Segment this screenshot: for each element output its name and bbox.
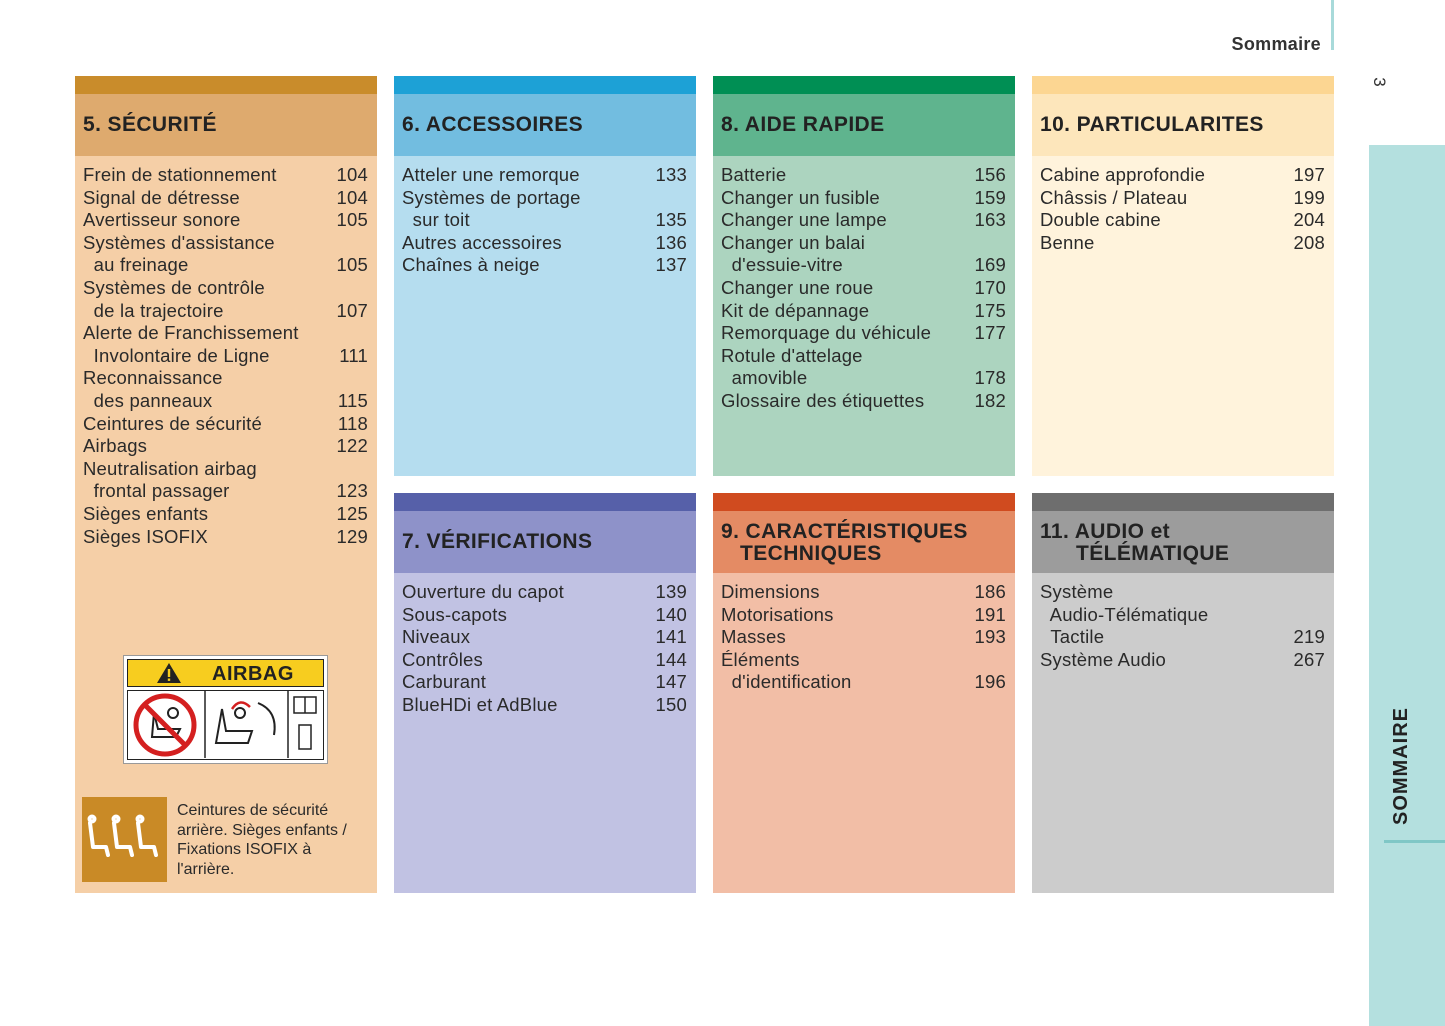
header-rule xyxy=(1331,0,1334,50)
airbag-banner xyxy=(127,659,324,687)
toc-entry-title: Masses xyxy=(721,626,786,648)
toc-entry-title: Signal de détresse xyxy=(83,186,240,208)
toc-entry[interactable] xyxy=(83,390,368,413)
toc-entry-page: 115 xyxy=(337,389,368,411)
toc-entry-title: Neutralisation airbag xyxy=(83,457,257,479)
toc-entry-title: Autres accessoires xyxy=(402,231,562,253)
section-securite xyxy=(75,76,377,893)
section-verifications xyxy=(394,493,696,893)
toc-entry-title: Kit de dépannage xyxy=(721,299,870,321)
section-heading-line2: TÉLÉMATIQUE xyxy=(1076,542,1230,565)
toc-entry-title: Avertisseur sonore xyxy=(83,209,241,231)
toc-entry-title: Chaînes à neige xyxy=(402,254,540,276)
toc-entry-title: Involontaire de Ligne xyxy=(83,344,270,366)
toc-entry[interactable] xyxy=(402,254,687,277)
section-heading-line1: 11. AUDIO et xyxy=(1040,520,1171,543)
toc-entry-title: Tactile xyxy=(1040,626,1105,648)
toc-entry[interactable] xyxy=(721,390,1006,413)
manual-book-icon xyxy=(294,697,316,749)
airbag-deploy-icon xyxy=(216,702,275,743)
toc-entry-page: 140 xyxy=(655,603,687,625)
section-color-bar xyxy=(1032,493,1334,511)
toc-entry-title: de la trajectoire xyxy=(83,299,224,321)
toc-entry[interactable] xyxy=(721,277,1006,300)
toc-entry-title: Glossaire des étiquettes xyxy=(721,389,925,411)
toc-entry-page: 123 xyxy=(336,480,368,502)
airbag-warning-label xyxy=(123,655,328,764)
toc-entry-title: Système Audio xyxy=(1040,648,1167,670)
toc-entry-page: 186 xyxy=(974,581,1006,602)
toc-entry-title: Système xyxy=(1040,581,1114,602)
toc-entry[interactable] xyxy=(83,209,368,232)
toc-entry-page: 175 xyxy=(974,299,1006,321)
toc-entry-page: 178 xyxy=(974,367,1006,389)
toc-entry-page: 204 xyxy=(1293,209,1325,231)
toc-entry-title: Airbags xyxy=(83,435,148,457)
toc-entry-page: 170 xyxy=(974,276,1006,298)
toc-entry-title: Atteler une remorque xyxy=(402,164,580,185)
toc-entry-page: 133 xyxy=(655,164,687,185)
toc-entry[interactable] xyxy=(83,458,368,481)
toc-entry[interactable] xyxy=(83,300,368,323)
toc-entry-title: Contrôles xyxy=(402,648,483,670)
toc-entry-page: 191 xyxy=(974,603,1006,625)
toc-entry-title: Changer une roue xyxy=(721,276,874,298)
toc-entry[interactable] xyxy=(83,480,368,503)
toc-entry[interactable] xyxy=(402,694,687,717)
section-color-bar xyxy=(713,76,1015,94)
toc-entry[interactable] xyxy=(1040,649,1325,672)
toc-entry-title: au freinage xyxy=(83,254,189,276)
warning-triangle-icon xyxy=(156,662,182,684)
toc-entry-page: 196 xyxy=(974,671,1006,693)
toc-entry-title: Sièges ISOFIX xyxy=(83,525,208,547)
section-color-bar xyxy=(1032,76,1334,94)
toc-entry[interactable] xyxy=(83,187,368,210)
toc-entry-title: Sièges enfants xyxy=(83,502,209,524)
no-rear-facing-seat-icon xyxy=(136,696,194,754)
toc-entry-page: 104 xyxy=(336,186,368,208)
toc-entry[interactable] xyxy=(83,435,368,458)
section-color-bar xyxy=(713,493,1015,511)
airbag-label-text: AIRBAG xyxy=(212,663,294,685)
toc-entry-title: Frein de stationnement xyxy=(83,164,277,185)
toc-entry[interactable] xyxy=(1040,626,1325,649)
side-tab-label: SOMMAIRE xyxy=(1390,707,1412,825)
toc-entry-title: Rotule d'attelage xyxy=(721,344,863,366)
section-entries xyxy=(713,573,1015,694)
toc-entry-title: Éléments xyxy=(721,648,800,670)
toc-entry-page: 208 xyxy=(1293,231,1325,253)
toc-entry[interactable] xyxy=(83,526,368,549)
toc-entry-title: Audio-Télématique xyxy=(1040,603,1209,625)
airbag-pictograms xyxy=(127,690,324,760)
toc-entry[interactable] xyxy=(83,367,368,390)
toc-entry-page: 219 xyxy=(1293,626,1325,648)
toc-entry[interactable] xyxy=(721,209,1006,232)
toc-entry-page: 122 xyxy=(336,435,368,457)
toc-entry[interactable] xyxy=(402,671,687,694)
toc-entry-title: BlueHDi et AdBlue xyxy=(402,693,558,715)
toc-entry-title: Systèmes d'assistance xyxy=(83,231,275,253)
section-accessoires xyxy=(394,76,696,476)
toc-entry[interactable] xyxy=(83,277,368,300)
toc-entry[interactable] xyxy=(402,649,687,672)
toc-entry[interactable] xyxy=(1040,164,1325,187)
toc-entry-title: sur toit xyxy=(402,209,470,231)
section-heading[interactable]: 6. ACCESSOIRES xyxy=(394,94,696,156)
toc-entry-page: 150 xyxy=(655,693,687,715)
toc-entry-page: 129 xyxy=(336,525,368,547)
toc-entry-title: Cabine approfondie xyxy=(1040,164,1206,185)
toc-entry[interactable] xyxy=(1040,232,1325,255)
section-heading[interactable] xyxy=(713,511,1015,573)
toc-entry-title: Niveaux xyxy=(402,626,471,648)
toc-entry[interactable] xyxy=(721,671,1006,694)
toc-entry-title: Carburant xyxy=(402,671,487,693)
section-heading-line2: TECHNIQUES xyxy=(740,542,882,565)
toc-entry[interactable] xyxy=(721,345,1006,368)
section-color-bar xyxy=(394,493,696,511)
toc-entry-title: Benne xyxy=(1040,231,1095,253)
section-heading[interactable] xyxy=(1032,511,1334,573)
page-title: Sommaire xyxy=(1231,34,1321,54)
toc-entry-page: 197 xyxy=(1293,164,1325,185)
toc-entry-title: Reconnaissance xyxy=(83,367,223,389)
toc-entry-title: Dimensions xyxy=(721,581,820,602)
toc-entry[interactable] xyxy=(83,413,368,436)
page-number: 3 xyxy=(1370,77,1389,87)
section-audio-telematique xyxy=(1032,493,1334,893)
section-heading-line1: 9. CARACTÉRISTIQUES xyxy=(721,520,968,543)
toc-entry-title: Changer une lampe xyxy=(721,209,887,231)
toc-entry[interactable] xyxy=(1040,209,1325,232)
section-color-bar xyxy=(75,76,377,94)
toc-entry[interactable] xyxy=(721,254,1006,277)
section-heading[interactable]: 8. AIDE RAPIDE xyxy=(713,94,1015,156)
toc-entry-page: 139 xyxy=(655,581,687,602)
toc-entry-page: 159 xyxy=(974,186,1006,208)
section-heading[interactable]: 5. SÉCURITÉ xyxy=(75,94,377,156)
section-color-bar xyxy=(394,76,696,94)
toc-entry-page: 104 xyxy=(336,164,368,185)
toc-entry[interactable] xyxy=(721,187,1006,210)
toc-entry-title: Motorisations xyxy=(721,603,834,625)
toc-entry-title: amovible xyxy=(721,367,808,389)
toc-entry[interactable] xyxy=(83,322,368,345)
toc-entry[interactable] xyxy=(402,626,687,649)
toc-entry-title: Châssis / Plateau xyxy=(1040,186,1188,208)
toc-entry-page: 156 xyxy=(974,164,1006,185)
toc-entry[interactable] xyxy=(83,345,368,368)
section-entries xyxy=(75,156,377,548)
toc-entry-page: 182 xyxy=(974,389,1006,411)
section-particularites xyxy=(1032,76,1334,476)
toc-entry-title: Ceintures de sécurité xyxy=(83,412,263,434)
toc-entry[interactable] xyxy=(1040,581,1325,604)
toc-entry-title: des panneaux xyxy=(83,389,213,411)
toc-entry-title: Batterie xyxy=(721,164,787,185)
toc-entry[interactable] xyxy=(721,164,1006,187)
toc-entry-title: Systèmes de portage xyxy=(402,186,581,208)
toc-entry-title: frontal passager xyxy=(83,480,230,502)
toc-entry-title: d'identification xyxy=(721,671,852,693)
toc-entry-page: 105 xyxy=(336,254,368,276)
toc-entry-title: Systèmes de contrôle xyxy=(83,276,265,298)
toc-entry[interactable] xyxy=(721,626,1006,649)
toc-entry-title: Ouverture du capot xyxy=(402,581,564,602)
toc-entry-title: Sous-capots xyxy=(402,603,508,625)
toc-entry-page: 193 xyxy=(974,626,1006,648)
toc-entry[interactable] xyxy=(402,604,687,627)
toc-entry-page: 118 xyxy=(337,412,368,434)
toc-entry-page: 136 xyxy=(655,231,687,253)
toc-entry-page: 105 xyxy=(336,209,368,231)
side-tab-rule xyxy=(1384,840,1445,843)
toc-entry-title: Changer un fusible xyxy=(721,186,880,208)
section-heading[interactable]: 7. VÉRIFICATIONS xyxy=(394,511,696,573)
toc-entry-title: d'essuie-vitre xyxy=(721,254,843,276)
rear-seats-icon xyxy=(82,797,167,882)
toc-entry-page: 111 xyxy=(339,344,368,366)
toc-entry-page: 107 xyxy=(336,299,368,321)
section-entries xyxy=(1032,573,1334,671)
toc-entry[interactable] xyxy=(721,232,1006,255)
toc-entry-title: Changer un balai xyxy=(721,231,866,253)
toc-entry[interactable] xyxy=(721,367,1006,390)
toc-entry-title: Alerte de Franchissement xyxy=(83,322,299,344)
toc-entry[interactable] xyxy=(402,164,687,187)
section-entries xyxy=(713,156,1015,413)
section-entries xyxy=(394,573,696,717)
toc-entry-page: 144 xyxy=(655,648,687,670)
toc-entry[interactable] xyxy=(721,300,1006,323)
toc-entry-page: 199 xyxy=(1293,186,1325,208)
toc-entry[interactable] xyxy=(402,209,687,232)
section-heading[interactable]: 10. PARTICULARITES xyxy=(1032,94,1334,156)
section-caracteristiques xyxy=(713,493,1015,893)
rear-seats-note: Ceintures de sécurité arrière. Sièges enfants / Fixations ISOFIX à l'arrière. xyxy=(177,802,347,878)
toc-entry-page: 169 xyxy=(974,254,1006,276)
toc-entry[interactable] xyxy=(83,232,368,255)
toc-entry[interactable] xyxy=(721,581,1006,604)
toc-entry-page: 177 xyxy=(974,322,1006,344)
rear-seats-icon-box xyxy=(82,797,167,882)
section-aide-rapide xyxy=(713,76,1015,476)
section-entries xyxy=(1032,156,1334,254)
toc-entry-page: 267 xyxy=(1293,648,1325,670)
toc-entry[interactable] xyxy=(721,649,1006,672)
toc-entry[interactable] xyxy=(402,581,687,604)
toc-entry-page: 135 xyxy=(655,209,687,231)
toc-entry[interactable] xyxy=(402,232,687,255)
toc-entry[interactable] xyxy=(402,187,687,210)
toc-entry-title: Remorquage du véhicule xyxy=(721,322,932,344)
section-entries xyxy=(394,156,696,277)
toc-entry[interactable] xyxy=(721,322,1006,345)
toc-entry[interactable] xyxy=(721,604,1006,627)
toc-entry[interactable] xyxy=(83,164,368,187)
toc-entry[interactable] xyxy=(1040,604,1325,627)
toc-entry-page: 163 xyxy=(974,209,1006,231)
toc-entry[interactable] xyxy=(83,503,368,526)
toc-entry-page: 141 xyxy=(655,626,687,648)
toc-entry-page: 125 xyxy=(336,502,368,524)
toc-entry-page: 147 xyxy=(655,671,687,693)
toc-entry-page: 137 xyxy=(655,254,687,276)
toc-entry-title: Double cabine xyxy=(1040,209,1161,231)
side-tab[interactable] xyxy=(1369,145,1445,1026)
toc-entry[interactable] xyxy=(1040,187,1325,210)
toc-entry[interactable] xyxy=(83,254,368,277)
